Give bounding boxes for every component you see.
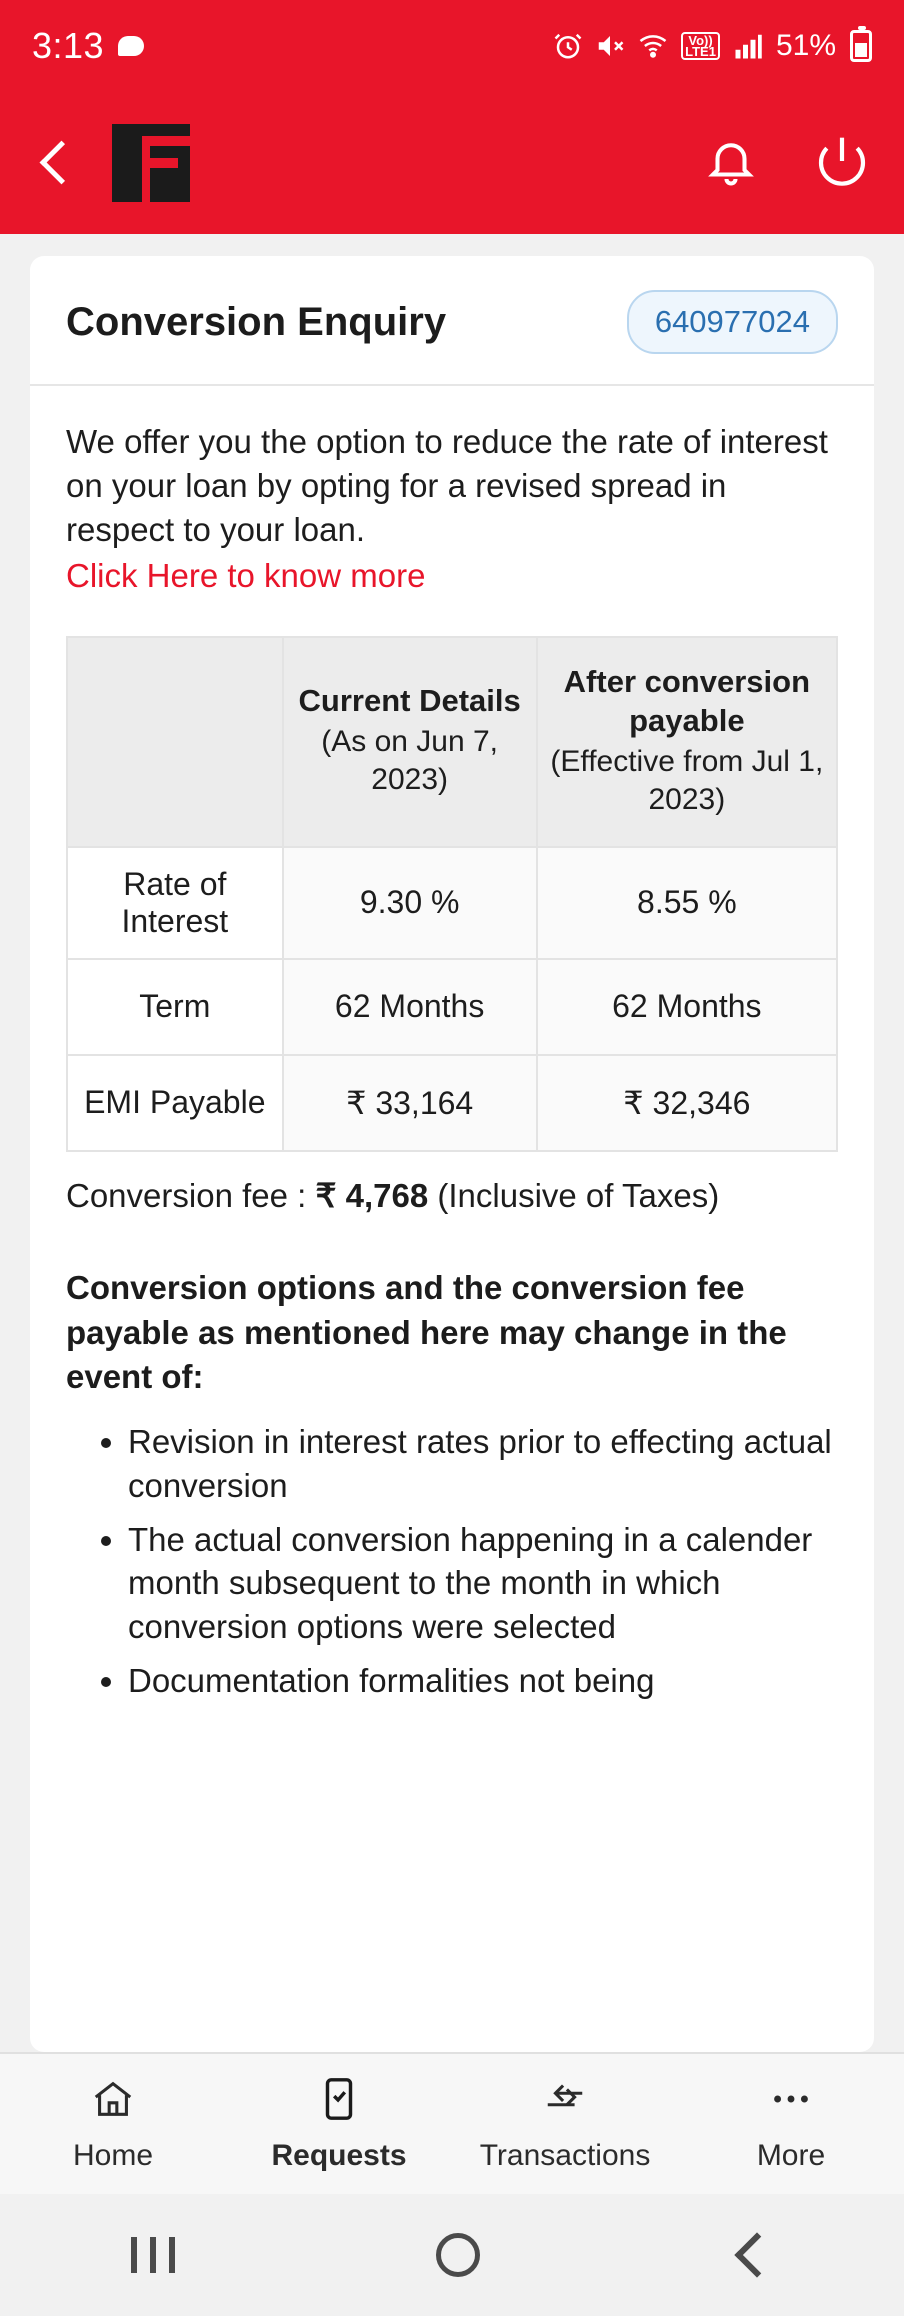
conversion-fee-amount: ₹ 4,768 bbox=[315, 1176, 429, 1214]
more-dots-icon bbox=[768, 2076, 814, 2127]
nav-item-home[interactable] bbox=[0, 2076, 226, 2173]
app-bar bbox=[0, 92, 904, 234]
notification-bell-icon[interactable] bbox=[704, 134, 758, 193]
mute-icon bbox=[595, 31, 625, 61]
battery-percent-label: 51% bbox=[775, 29, 836, 62]
nav-item-transactions[interactable] bbox=[452, 2076, 678, 2173]
page-title: Conversion Enquiry bbox=[66, 299, 447, 344]
table-body bbox=[67, 847, 837, 1151]
nav-label-requests: Requests bbox=[271, 2138, 407, 2172]
table-header-after: After conversion payable (Effective from Jul 1, 2023) bbox=[537, 637, 837, 847]
content-area bbox=[0, 234, 904, 2052]
nav-label-transactions: Transactions bbox=[479, 2138, 651, 2172]
list-item: • Documentation formalities not being bbox=[128, 1659, 838, 1703]
nav-item-requests[interactable] bbox=[226, 2076, 452, 2173]
transactions-arrows-icon bbox=[542, 2076, 588, 2127]
conversion-enquiry-card bbox=[30, 256, 874, 2052]
signal-icon bbox=[732, 31, 764, 61]
table-header bbox=[67, 637, 837, 847]
table-header-after-sub: (Effective from Jul 1, 2023) bbox=[550, 744, 824, 817]
table-row bbox=[67, 847, 837, 959]
term-after: 62 Months bbox=[537, 959, 837, 1055]
nav-item-more[interactable] bbox=[678, 2076, 904, 2173]
row-label-rate-of-interest: Rate of Interest bbox=[67, 847, 283, 959]
rate-of-interest-after: 8.55 % bbox=[537, 847, 837, 959]
volte-icon: Vo)) LTE1 bbox=[681, 32, 720, 60]
conversion-fee-line bbox=[66, 1174, 838, 1219]
table-header-blank bbox=[67, 637, 283, 847]
reference-number-badge[interactable]: 640977024 bbox=[627, 290, 838, 354]
recent-apps-button[interactable] bbox=[131, 2237, 175, 2273]
system-home-button[interactable] bbox=[436, 2233, 480, 2277]
card-body bbox=[30, 386, 874, 1703]
conversion-fee-prefix: Conversion fee : bbox=[66, 1176, 316, 1214]
know-more-link[interactable]: Click Here to know more bbox=[66, 556, 426, 594]
status-left bbox=[32, 25, 144, 67]
status-right bbox=[553, 29, 872, 63]
status-time: 3:13 bbox=[32, 25, 105, 66]
back-icon[interactable] bbox=[34, 140, 80, 186]
intro-text: We offer you the option to reduce the rate of interest on your loan by opting for a revised spread in respect to your loan. bbox=[66, 423, 828, 548]
conversion-fee-suffix: (Inclusive of Taxes) bbox=[428, 1176, 720, 1214]
nav-label-more: More bbox=[756, 2138, 826, 2172]
list-item: • The actual conversion happening in a calender month subsequent to the month in which conversion options were selected bbox=[128, 1518, 838, 1650]
term-current: 62 Months bbox=[283, 959, 537, 1055]
table-header-current: Current Details (As on Jun 7, 2023) bbox=[283, 637, 537, 847]
home-icon bbox=[90, 2076, 136, 2127]
table-row bbox=[67, 1055, 837, 1151]
power-logout-icon[interactable] bbox=[814, 133, 870, 194]
emi-payable-current: ₹ 33,164 bbox=[283, 1055, 537, 1151]
bottom-navigation bbox=[0, 2052, 904, 2194]
alarm-icon bbox=[553, 31, 583, 61]
comparison-table bbox=[66, 636, 838, 1152]
system-navigation-bar bbox=[0, 2194, 904, 2316]
row-label-term: Term bbox=[67, 959, 283, 1055]
status-bar bbox=[0, 0, 904, 92]
emi-payable-after: ₹ 32,346 bbox=[537, 1055, 837, 1151]
row-label-emi-payable: EMI Payable bbox=[67, 1055, 283, 1151]
bank-logo bbox=[112, 124, 190, 202]
change-conditions-heading: Conversion options and the conversion fee payable as mentioned here may change in the event of: bbox=[66, 1269, 787, 1396]
system-back-button[interactable] bbox=[735, 2232, 780, 2277]
nav-label-home: Home bbox=[72, 2138, 154, 2172]
battery-icon bbox=[850, 30, 872, 62]
card-header bbox=[30, 256, 874, 386]
change-conditions-list bbox=[66, 1420, 838, 1703]
requests-phone-icon bbox=[316, 2076, 362, 2127]
table-header-current-sub: (As on Jun 7, 2023) bbox=[321, 725, 499, 797]
list-item: • Revision in interest rates prior to effecting actual conversion bbox=[128, 1420, 838, 1508]
app-bar-actions bbox=[704, 133, 870, 194]
rate-of-interest-current: 9.30 % bbox=[283, 847, 537, 959]
wifi-icon bbox=[637, 31, 669, 61]
chat-bubble-icon bbox=[118, 36, 144, 56]
table-row bbox=[67, 959, 837, 1055]
